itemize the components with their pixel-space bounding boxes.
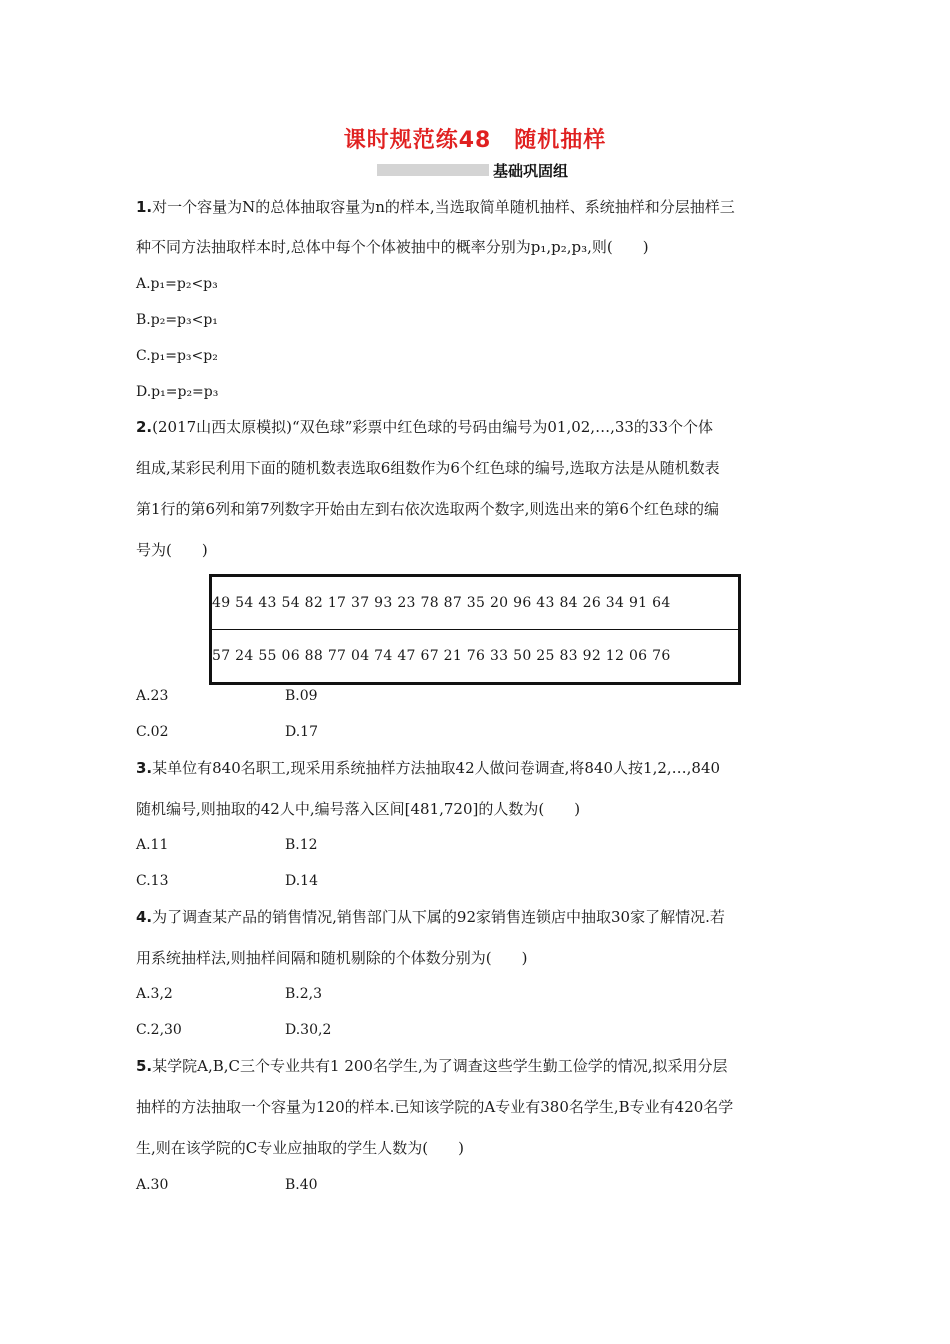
q5-text-1: 某学院A,B,C三个专业共有1 200名学生,为了调查这些学生勤工俭学的情况,拟采用分层 — [152, 1057, 728, 1075]
q4-line2: 用系统抽样法,则抽样间隔和随机剔除的个体数分别为( ) — [136, 949, 528, 967]
q5-number: 5. — [136, 1057, 153, 1075]
q3-number: 3. — [136, 759, 153, 777]
table-row-2: 57 24 55 06 88 77 04 74 47 67 21 76 33 50 25 83 92 12 06 76 — [211, 630, 740, 684]
q5-line1 — [136, 1056, 728, 1076]
q3-option-d: D.14 — [285, 873, 318, 889]
q2-option-a: A.23 — [136, 688, 169, 704]
q1-text-1: 对一个容量为N的总体抽取容量为n的样本,当选取简单随机抽样、系统抽样和分层抽样三 — [152, 198, 735, 216]
table-row-1: 49 54 43 54 82 17 37 93 23 78 87 35 20 96 43 84 26 34 91 64 — [211, 576, 740, 630]
q5-option-b: B.40 — [285, 1177, 318, 1193]
q2-text-1: (2017山西太原模拟)“双色球”彩票中红色球的号码由编号为01,02,…,33的33个个体 — [152, 418, 714, 436]
q3-option-a: A.11 — [136, 837, 169, 853]
q1-option-d: D.p₁=p₂=p₃ — [136, 384, 219, 400]
table-row — [211, 630, 740, 684]
q2-line1 — [136, 417, 713, 437]
q2-number: 2. — [136, 418, 153, 436]
q1-option-c: C.p₁=p₃<p₂ — [136, 348, 218, 364]
q1-line1 — [136, 197, 735, 217]
q4-line1 — [136, 907, 725, 927]
q1-number: 1. — [136, 198, 153, 216]
q2-option-d: D.17 — [285, 724, 318, 740]
q4-option-c: C.2,30 — [136, 1022, 182, 1038]
q2-option-b: B.09 — [285, 688, 318, 704]
table-row — [211, 576, 740, 630]
q4-number: 4. — [136, 908, 153, 926]
q3-line2: 随机编号,则抽取的42人中,编号落入区间[481,720]的人数为( ) — [136, 800, 581, 818]
random-number-table — [209, 574, 741, 685]
q3-option-c: C.13 — [136, 873, 169, 889]
q5-line2: 抽样的方法抽取一个容量为120的样本.已知该学院的A专业有380名学生,B专业有420名学 — [136, 1098, 734, 1116]
q4-option-b: B.2,3 — [285, 986, 323, 1002]
section-header — [377, 160, 677, 180]
q3-option-b: B.12 — [285, 837, 318, 853]
q3-text-1: 某单位有840名职工,现采用系统抽样方法抽取42人做问卷调查,将840人按1,2,…,840 — [152, 759, 721, 777]
q4-text-1: 为了调查某产品的销售情况,销售部门从下属的92家销售连锁店中抽取30家了解情况.若 — [152, 908, 725, 926]
q5-line3: 生,则在该学院的C专业应抽取的学生人数为( ) — [136, 1139, 464, 1157]
q1-option-b: B.p₂=p₃<p₁ — [136, 312, 218, 328]
section-bar — [377, 164, 489, 176]
q2-line4: 号为( ) — [136, 541, 208, 559]
q2-line2: 组成,某彩民利用下面的随机数表选取6组数作为6个红色球的编号,选取方法是从随机数表 — [136, 459, 720, 477]
q4-option-a: A.3,2 — [136, 986, 173, 1002]
q2-option-c: C.02 — [136, 724, 169, 740]
q4-option-d: D.30,2 — [285, 1022, 332, 1038]
q1-line2: 种不同方法抽取样本时,总体中每个个体被抽中的概率分别为p₁,p₂,p₃,则( ) — [136, 238, 649, 256]
q2-line3: 第1行的第6列和第7列数字开始由左到右依次选取两个数字,则选出来的第6个红色球的编 — [136, 500, 719, 518]
q5-option-a: A.30 — [136, 1177, 169, 1193]
q3-line1 — [136, 758, 720, 778]
section-label: 基础巩固组 — [493, 162, 569, 180]
q1-option-a: A.p₁=p₂<p₃ — [136, 276, 218, 292]
page-title: 课时规范练48 随机抽样 — [343, 128, 607, 153]
